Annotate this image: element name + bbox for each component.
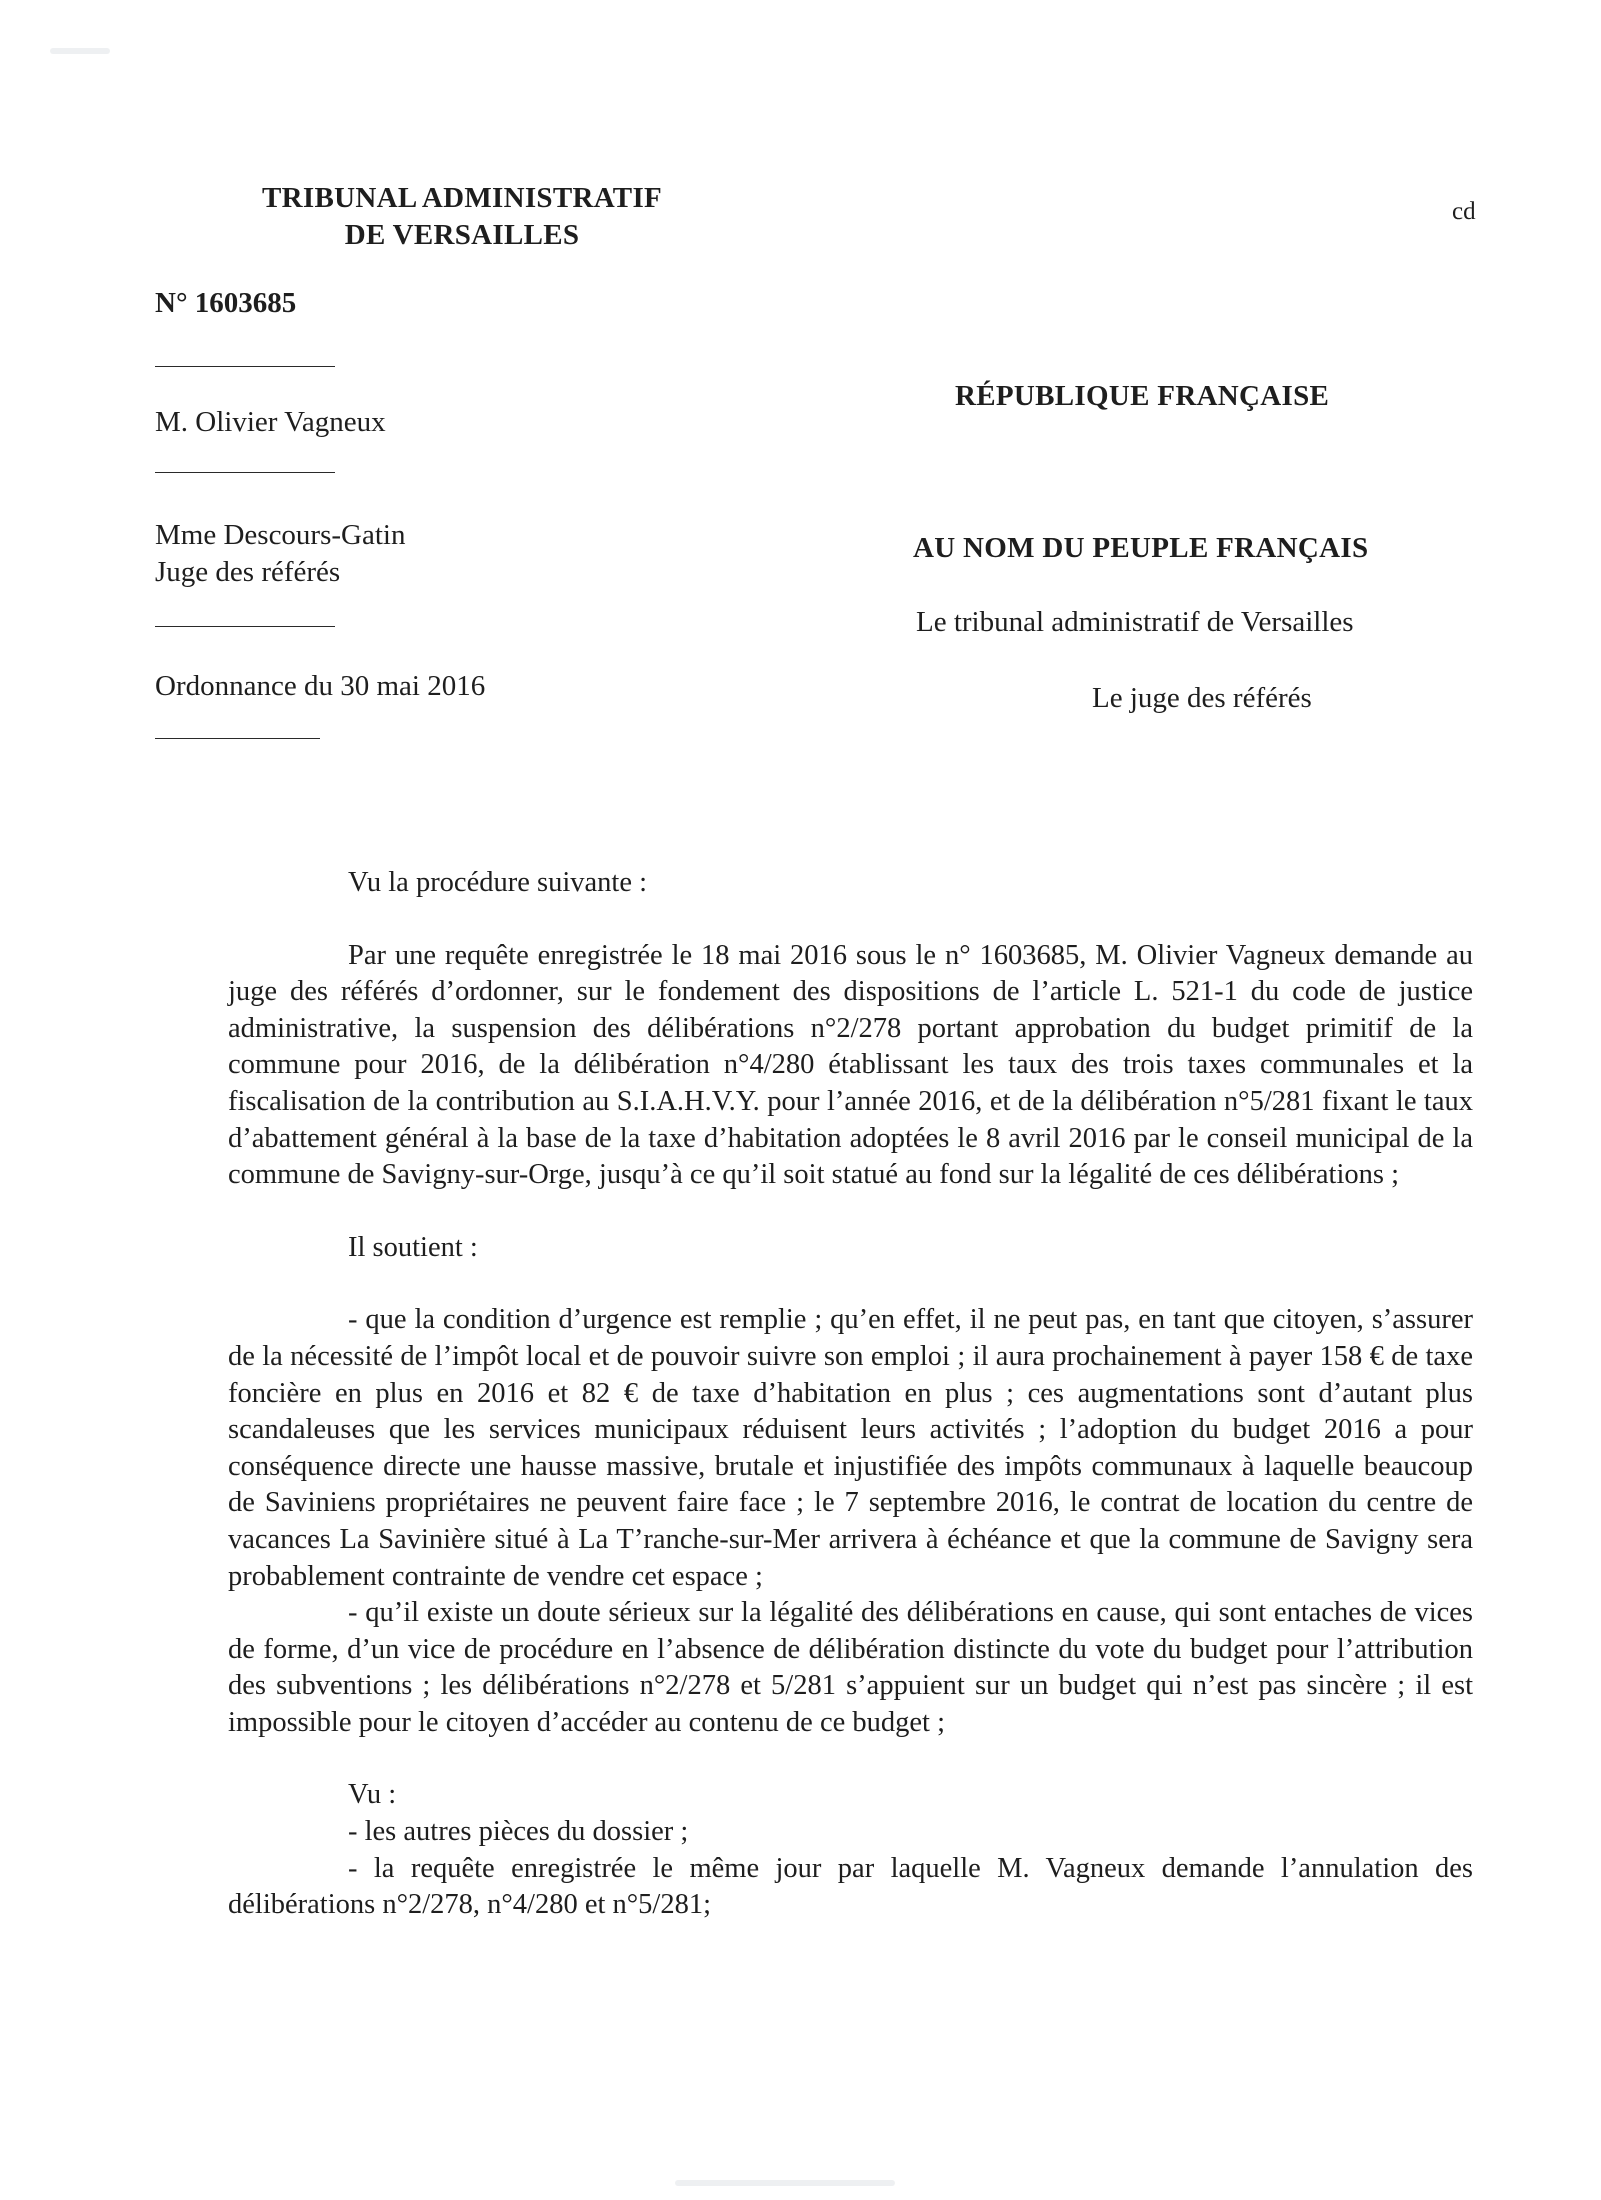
judge-name: Mme Descours-Gatin: [155, 519, 406, 551]
juge-line: Le juge des référés: [1092, 682, 1312, 714]
tribunal-line: Le tribunal administratif de Versailles: [916, 606, 1354, 638]
court-name-line2: DE VERSAILLES: [344, 219, 580, 251]
vu-item-2: - la requête enregistrée le même jour par laquelle M. Vagneux demande l’annulation des délibérations n°2/278, n°4/280 et n°5/281;: [228, 1852, 1473, 1921]
scan-artifact: [675, 2180, 895, 2186]
court-name: [262, 180, 662, 254]
judge-role: Juge des référés: [155, 556, 341, 588]
scan-artifact: [50, 48, 110, 54]
request-paragraph: Par une requête enregistrée le 18 mai 2016 sous le n° 1603685, M. Olivier Vagneux demande au juge des référés d’ordonner, sur le fondement des dispositions de l’article L. 521-1 du code de justice administrative, la suspension des délibérations n°2/278 portant approbation du budget primitif de la commune pour 2016, de la délibération n°4/280 établissant les taux des trois taxes communales et la fiscalisation de la contribution au S.I.A.H.V.Y. pour l’année 2016, et de la délibération n°5/281 fixant le taux d’abattement général à la base de la taxe d’habitation adoptées le 8 avril 2016 par le conseil municipal de la commune de Savigny-sur-Orge, jusqu’à ce qu’il soit statué au fond sur la légalité de ces délibérations ;: [228, 939, 1473, 1191]
order-date: Ordonnance du 30 mai 2016: [155, 670, 486, 702]
body-text: [228, 865, 1473, 1924]
vu-line: Vu :: [348, 1779, 397, 1811]
republic-heading: RÉPUBLIQUE FRANÇAISE: [955, 380, 1330, 412]
soutient-line: Il soutient :: [348, 1231, 478, 1263]
urgence-paragraph: - que la condition d’urgence est remplie ; qu’en effet, il ne peut pas, en tant que citoyen, s’assurer de la nécessité de l’impôt local et de pouvoir suivre son emploi ; il aura prochainement à payer 158 € de taxe foncière en plus en 2016 et 82 € de taxe d’habitation en plus ; ces augmentations sont d’autant plus scandaleuses que les services municipaux réduisent leurs activités ; l’adoption du budget 2016 a pour conséquence directe une hausse massive, brutale et injustifiée des impôts communaux à laquelle beaucoup de Saviniens propriétaires ne peuvent faire face ; le 7 septembre 2016, le contrat de location du centre de vacances La Savinière situé à La T’ranche-sur-Mer arrivera à échéance et que la commune de Savigny sera probablement contrainte de vendre cet espace ;: [228, 1304, 1473, 1592]
intro-line: Vu la procédure suivante :: [348, 867, 648, 898]
vu-item-1: - les autres pièces du dossier ;: [348, 1816, 689, 1848]
court-name-line1: TRIBUNAL ADMINISTRATIF: [262, 182, 663, 214]
doute-paragraph: - qu’il existe un doute sérieux sur la légalité des délibérations en cause, qui sont entaches de vices de forme, d’un vice de procédure en l’absence de délibération distincte du vote du budget pour l’attribution des subventions ; les délibérations n°2/278 et 5/281 s’appuient sur un budget qui n’est pas sincère ; il est impossible pour le citoyen d’accéder au contenu de ce budget ;: [228, 1597, 1473, 1738]
separator-rule: [155, 626, 335, 627]
separator-rule: [155, 366, 335, 367]
reference-mark: cd: [1452, 198, 1476, 225]
separator-rule: [155, 738, 320, 739]
case-number: N° 1603685: [155, 287, 297, 319]
party-name: M. Olivier Vagneux: [155, 406, 386, 438]
judge-block: [155, 517, 405, 591]
separator-rule: [155, 472, 335, 473]
in-name-heading: AU NOM DU PEUPLE FRANÇAIS: [913, 532, 1369, 564]
